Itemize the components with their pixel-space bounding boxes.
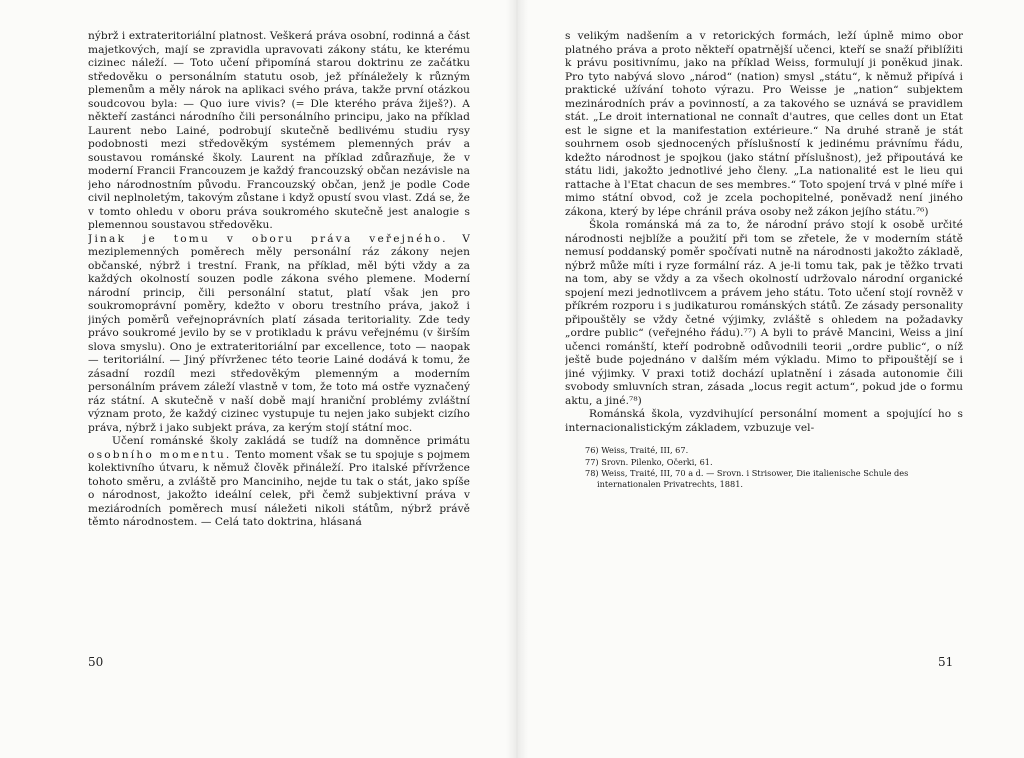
footnote-76 [585,445,963,456]
left-paragraph-3-text: Tento moment však se tu spojuje s pojmem kolektivního útvaru, k němuž člověk přináleží. Pro italské přívržence tohoto směru, a zvláště pro Manciniho, nejde tu tak o stát, jako spíše o národnost, jakožto ideální celek, při čemž subjektivní práva v meziárodních poměrech musí náležeti nikoli státům, nýbrž právě těmto národnostem. — Celá tato doktrina, hlásaná [88,448,470,528]
footnotes [565,445,963,489]
right-paragraph-2: Škola románská má za to, že národní právo stojí k osobě určité národnosti nejblíže a použití při tom se zřetele, že v moderním státě nemusí poddanský poměr spočívati nutně na národnosti jakožto základě, nýbrž může míti i ryze formální ráz. A je-li tomu tak, pak je těžko trvati na tom, aby se vždy a za všech okolností udržovalo národní organické spojení mezi jednotlivcem a právem jeho státu. Toto učení stojí rovněž v příkrém rozporu i s judikaturou románských států. Ze zásady personality připouštěly se vždy četné výjimky, zvláště s ohledem na požadavky „ordre public“ (veřejného řádu).⁷⁷) A byli to právě Mancini, Weiss a jiní učenci románští, kteří podrobně odůvodnili teorii „ordre public“, o níž ještě bude pojednáno v dalším mém výkladu. Mimo to připouštějí se i jiné výjimky. V praxi totiž dochází uplatnění i zásada autonomie čili svobody smluvních stran, zásada „locus regit actum“, pokud jde o formu aktu, a jiné.⁷⁸) [565,219,963,407]
right-page-text [565,30,963,435]
page-number-right: 51 [938,655,954,669]
left-paragraph-2 [88,233,470,436]
footnote-text: Weiss, Traité, III, 70 a d. — Srovn. i Strisower, Die italienische Schule des internationalen Privatrechts, 1881. [597,468,909,489]
footnote-text: Srovn. Pilenko, Očerki, 61. [601,456,713,467]
left-paragraph-2-text: V meziplemenných poměrech měly personální ráz zákony nejen občanské, nýbrž i trestní. Frank, na příklad, měl býti vždy a za každých okolností souzen podle zákona svého plemene. Moderní národní princip, čili personální statut, platí však jen pro soukromoprávní poměry, kdežto v oboru trestního práva, jakož i jiných poměrů veřejnoprávních platí zásada teritoriality. Zde tedy právo soukromé jevilo by se v protikladu k právu veřejnému (v širším slova smyslu). Ono je extrateritoriální par excellence, toto — naopak — teritoriální. — Jiný přívrženec této teorie Lainé dodává k tomu, že zásadní rozdíl mezi středověkým plemenným a moderním personálním právem záleží vlastně v tom, že toto má ostře vyznačený ráz státní. A skutečně v naší době mají hraniční problémy zvláštní význam proto, že každý cizinec vystupuje tu nejen jako subjekt cizího práva, nýbrž i jako subjekt práva, za kerým stojí státní moc. [88,232,470,434]
footnote-78 [585,468,963,489]
left-paragraph-1: nýbrž i extrateritoriální platnost. Veškerá práva osobní, rodinná a část majetkových, mají se zpravidla upravovati zákony státu, ke kterému cizinec náleží. — Toto učení připomíná starou doktrinu ze začátku středověku o personálním statutu osob, jež přínáležely k různým plemenům a měly nárok na aplikaci svého práva, takže první otázkou soudcovou byla: — Quo iure vivis? (= Dle kterého práva žiješ?). A někteří zastánci národního čili personálního principu, jako na příklad Laurent nebo Lainé, podrobují skutečně bedlivému studiu rysy podobnosti mezi středověkým systémem plemenných práv a soustavou románské školy. Laurent na příklad zdůrazňuje, že v moderní Francii Francouzem je každý francouzský občan nezávisle na jeho národnostním původu. Francouzský občan, jenž je podle Code civil neplnoletým, takovým zůstane i když opustí svou vlast. Zdá se, že v tomto ohledu v oboru práva soukromého skutečně jest analogie s plemennou soustavou středověku. [88,30,470,231]
right-paragraph-1: s velikým nadšením a v retorických formách, leží úplně mimo obor platného práva a proto někteří opatrnější učenci, kteří se snaží přiblížiti k právu positivnímu, jako na příklad Weiss, formulují ji poněkud jinak. Pro tyto nabývá slovo „národ“ (nation) smysl „státu“, k němuž připívá i praktické užívání tohoto výrazu. Pro Weisse je „nation“ subjektem mezinárodních práv a povinností, a za takového se uznává se pravidlem stát. „Le droit international ne connaît d'autres, que celles dont un Etat est le signe et la manifestation extérieure.“ Na druhé straně je stát souhrnem osob sjednocených příslušností k jedinému právnímu řádu, kdežto národnost je spojkou (jako státní příslušnost), jež připoutává ke státu lidi, jakožto jednotlivé jeho členy. „La nationalité est le lieu qui rattache à l'Etat chacun de ses membres.“ Toto spojení trvá v plné míře i mimo státní obvod, což je zcela pochopitelné, poněvadž není jiného zákona, který by lépe chránil práva osoby než zákon jejího státu.⁷⁶) [565,30,963,218]
left-page-text [88,30,470,530]
left-paragraph-3 [88,435,470,530]
spaced-phrase: osobního momentu. [88,448,232,461]
footnote-text: Weiss, Traité, III, 67. [601,445,689,455]
footnote-mark: 76) [585,445,599,455]
book-gutter [506,0,528,758]
right-page [565,30,963,730]
left-page [88,30,470,730]
left-paragraph-3-lead: Učení románské školy zakládá se tudíž na domněnce primátu [112,435,470,447]
right-paragraph-3: Románská škola, vyzdvihující personální moment a spojující ho s internacionalistickým základem, vzbuzuje vel- [565,408,963,434]
footnote-mark: 78) [585,468,599,478]
footnote-mark: 77) [585,456,599,467]
footnote-77 [585,457,963,468]
spaced-phrase: Jinak je tomu v oboru práva veřejného. [88,232,448,245]
page-number-left: 50 [88,655,104,669]
